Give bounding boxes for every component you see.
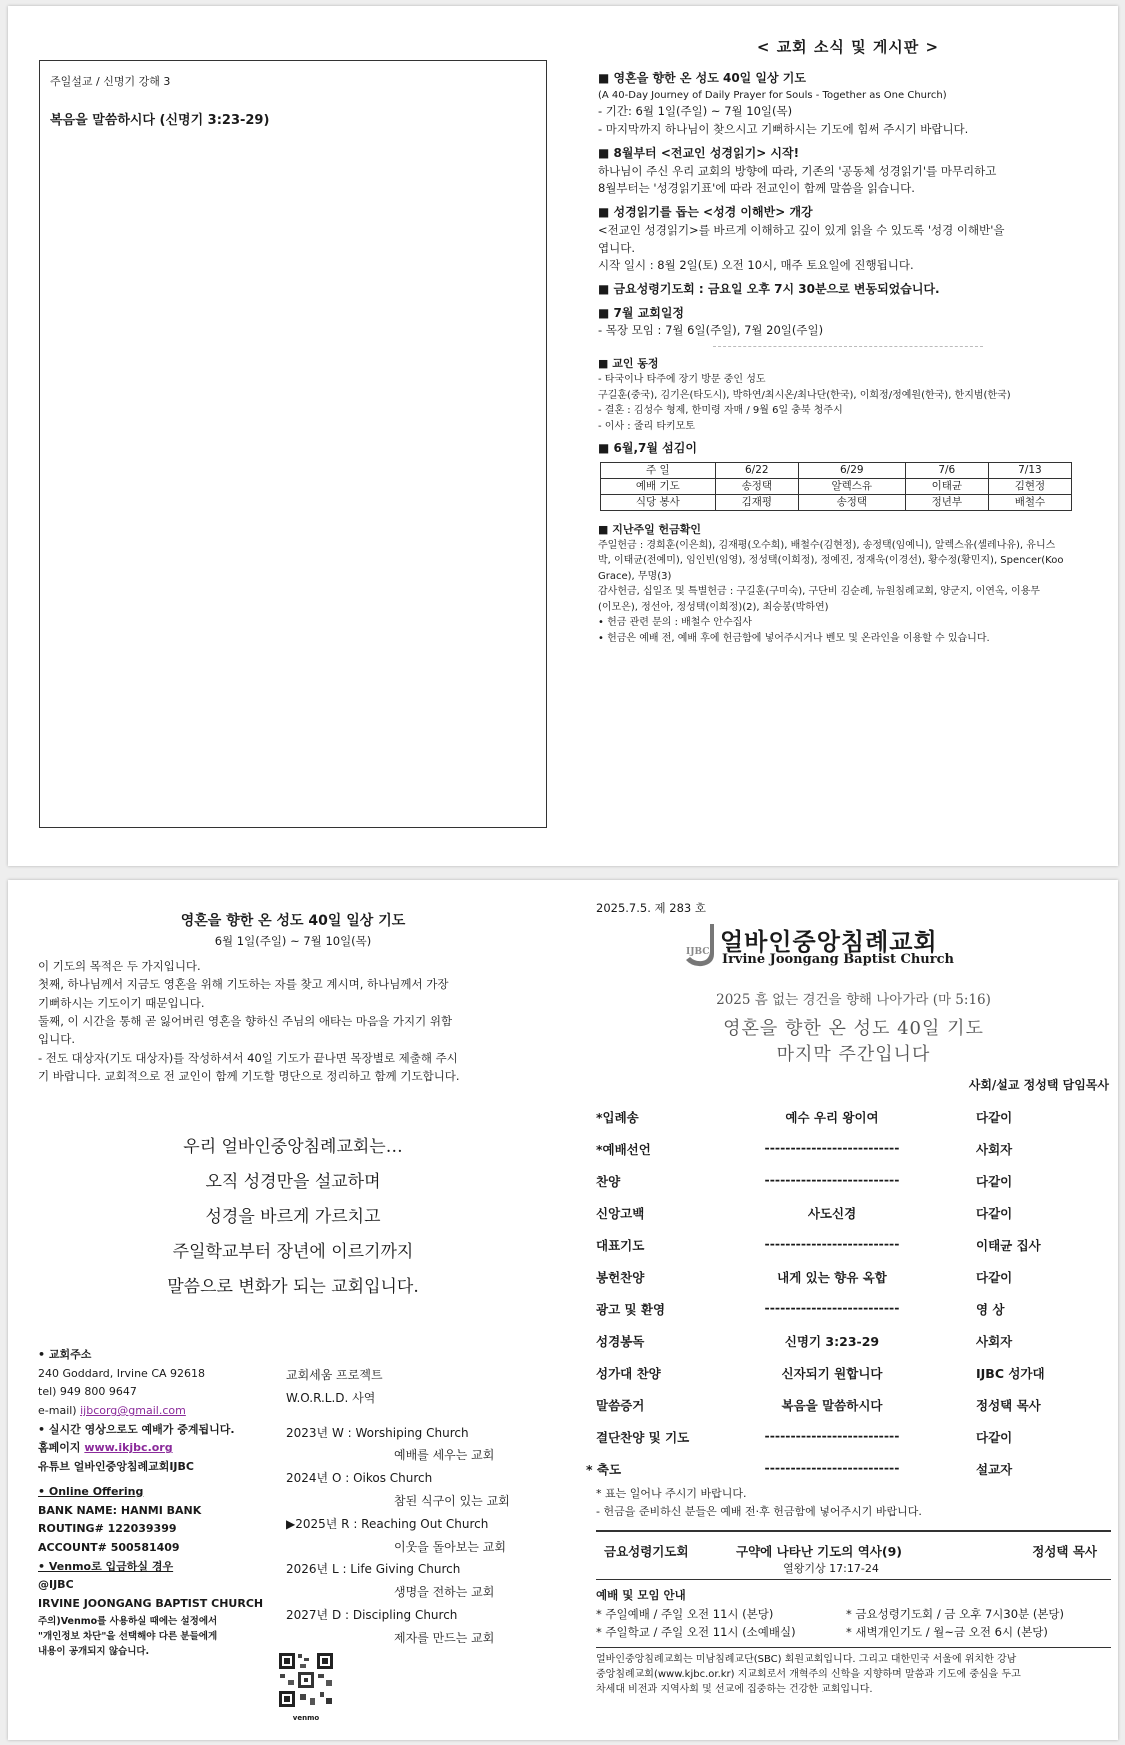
prayer-line: - 전도 대상자(기도 대상자)를 작성하셔서 40일 기도가 끝나면 목장별로 제출해 주시 <box>38 1050 458 1065</box>
worship-leader: 영 상 <box>976 1302 1005 1317</box>
worship-leader: IJBC 성가대 <box>976 1366 1045 1381</box>
prayer-line: 이 기도의 목적은 두 가지입니다. <box>38 958 201 973</box>
worship-leader: 이태균 집사 <box>976 1238 1041 1253</box>
table-cell: 식당 봉사 <box>601 494 716 510</box>
worship-content: 내게 있는 향유 옥합 <box>777 1270 887 1285</box>
worship-content: -------------------------- <box>764 1300 900 1315</box>
table-cell: 송정택 <box>798 494 905 510</box>
headline <box>596 1016 1111 1068</box>
worship-leader: 사회자 <box>976 1142 1013 1157</box>
venmo-note: 주의)Venmo를 사용하실 때에는 설정에서 <box>38 1615 218 1627</box>
offering-line: • 헌금 관련 문의 : 배철수 안수집사 <box>598 617 752 629</box>
vision-line: 주일학교부터 장년에 이르기까지 <box>172 1242 414 1262</box>
news-item-head: ■ 7월 교회일정 <box>598 305 685 320</box>
prayer-date: 6월 1일(주일) ~ 7월 10일(목) <box>214 934 372 949</box>
worship-item: 대표기도 <box>596 1238 645 1253</box>
order-of-worship <box>586 1099 1111 1483</box>
table-header-cell: 7/13 <box>988 462 1071 478</box>
friday-scripture: 열왕기상 17:17-24 <box>783 1562 879 1576</box>
news-line: (A 40-Day Journey of Daily Prayer for Souls - Together as One Church) <box>598 89 947 101</box>
worship-leader: 사회자 <box>976 1334 1013 1349</box>
qr-label: venmo <box>292 1714 320 1722</box>
meeting-guide <box>596 1586 1111 1641</box>
church-name-english: Irvine Joongang Baptist Church <box>722 952 954 967</box>
homepage-label: 홈페이지 <box>38 1441 81 1455</box>
routing-number: ROUTING# 122039399 <box>38 1522 177 1536</box>
venmo-id: @IJBC <box>38 1578 74 1592</box>
vision-line: 우리 얼바인중앙침례교회는… <box>183 1137 403 1157</box>
table-cell: 배철수 <box>988 494 1071 510</box>
yearly-theme: 2025 흠 없는 경건을 향해 나아가라 (마 5:16) <box>716 992 991 1008</box>
friday-preacher: 정성택 목사 <box>1032 1544 1097 1560</box>
bulletin-inner-page <box>8 6 1118 866</box>
venmo-note: "개인정보 차단"을 선택해야 다른 분들에게 <box>38 1630 218 1642</box>
address-head: • 교회주소 <box>38 1348 92 1361</box>
worship-leader: 다같이 <box>976 1270 1013 1285</box>
worship-content: -------------------------- <box>764 1460 900 1475</box>
world-year: 2023년 W : Worshiping Church <box>286 1425 469 1440</box>
church-logo <box>684 922 1111 970</box>
worship-item: 봉헌찬양 <box>596 1270 645 1285</box>
worship-item: *예배선언 <box>596 1142 651 1157</box>
prayer-section <box>38 910 548 1086</box>
serving-head: ■ 6월,7월 섬김이 <box>598 441 697 456</box>
sermon-notes-box <box>39 60 547 828</box>
worship-content: 신명기 3:23-29 <box>784 1334 880 1349</box>
friday-label: 금요성령기도회 <box>604 1544 689 1560</box>
church-name-korean: 얼바인중앙침례교회 <box>720 927 938 956</box>
vision-line: 성경을 바르게 가르치고 <box>205 1207 381 1227</box>
worship-item: 성가대 찬양 <box>596 1366 661 1381</box>
world-sub: 이웃을 돌아보는 교회 <box>394 1539 506 1554</box>
prayer-line: 둘째, 이 시간을 통해 곧 잃어버린 영혼을 향하신 주님의 애타는 마음을 가지기 위함 <box>38 1013 453 1028</box>
footer-line: 중앙침례교회(www.kjbc.or.kr) 지교회로서 개혁주의 신학을 지향하며 말씀과 기도에 중심을 두고 <box>596 1669 1021 1681</box>
prayer-line: 기 바랍니다. 교회적으로 전 교인이 함께 기도할 명단으로 정리하고 함께 기도합니다. <box>38 1069 460 1084</box>
world-year: 2026년 L : Life Giving Church <box>286 1562 461 1577</box>
email-label: e-mail) <box>38 1404 77 1418</box>
world-title: 교회세움 프로젝트 <box>286 1368 383 1382</box>
table-cell: 알렉스유 <box>798 478 905 494</box>
worship-row <box>596 1163 1111 1195</box>
table-cell: 김현정 <box>988 478 1071 494</box>
footer-line: 차세대 비전과 지역사회 및 선교에 집중하는 건강한 교회입니다. <box>596 1684 873 1696</box>
worship-row <box>596 1195 1111 1227</box>
world-year: 2027년 D : Discipling Church <box>286 1607 458 1622</box>
vision-line: 말씀으로 변화가 되는 교회입니다. <box>167 1277 419 1297</box>
serving-table <box>600 462 1072 511</box>
venmo-qr-code[interactable] <box>276 1650 336 1722</box>
worship-item: 광고 및 환영 <box>596 1302 666 1317</box>
officiant: 사회/설교 정성택 담임목사 <box>968 1078 1109 1092</box>
table-header-cell: 7/6 <box>905 462 988 478</box>
guide-item: * 주일예배 / 주일 오전 11시 (본당) <box>596 1606 774 1621</box>
news-line: - 마지막까지 하나님이 찾으시고 기뻐하시는 기도에 힘써 주시기 바랍니다. <box>598 122 969 137</box>
online-offering-head: • Online Offering <box>38 1484 144 1498</box>
worship-row <box>596 1355 1111 1387</box>
member-news-head: ■ 교인 동정 <box>598 357 659 371</box>
worship-item: 결단찬양 및 기도 <box>596 1430 690 1445</box>
table-row <box>601 494 1072 510</box>
youtube-channel: 유튜브 얼바인중앙침례교회IJBC <box>38 1460 194 1474</box>
table-cell: 이태균 <box>905 478 988 494</box>
table-header-cell: 주 일 <box>601 462 716 478</box>
world-sub: 예배를 세우는 교회 <box>394 1448 495 1463</box>
spacer <box>286 1410 556 1422</box>
worship-row <box>596 1131 1111 1163</box>
prayer-line: 첫째, 하나님께서 지금도 영혼을 위해 기도하는 자를 찾고 계시며, 하나님께서 가장 <box>38 977 449 992</box>
offering-line: 감사헌금, 십일조 및 특별헌금 : 구길훈(구미숙), 구단비 김순례, 뉴원침례교회, 양군지, 이연옥, 이용무 <box>598 586 1040 598</box>
serving-schedule <box>598 439 1098 511</box>
news-item-head: ■ 8월부터 <전교인 성경읽기> 시작! <box>598 145 800 160</box>
worship-content: -------------------------- <box>764 1140 900 1155</box>
worship-row <box>596 1323 1111 1355</box>
guide-grid <box>596 1605 1111 1642</box>
news-line: - 기간: 6월 1일(주일) ~ 7월 10일(목) <box>598 104 793 119</box>
news-title: < 교회 소식 및 게시판 > <box>756 38 940 56</box>
guide-item: * 금요성령기도회 / 금 오후 7시30분 (본당) <box>846 1606 1065 1621</box>
sermon-title: 복음을 말씀하시다 (신명기 3:23-29) <box>50 113 270 128</box>
offering-head: ■ 지난주일 헌금확인 <box>598 522 702 536</box>
friday-topic: 구약에 나타난 기도의 역사(9) <box>736 1544 903 1560</box>
account-number: ACCOUNT# 500581409 <box>38 1540 180 1554</box>
worship-item: * 축도 <box>586 1462 622 1477</box>
homepage-row <box>38 1439 268 1458</box>
venmo-note: 내용이 공개되지 않습니다. <box>38 1646 150 1657</box>
worship-notes <box>596 1485 1111 1520</box>
worship-leader: 설교자 <box>976 1462 1013 1477</box>
worship-content: -------------------------- <box>764 1172 900 1187</box>
table-cell: 예배 기도 <box>601 478 716 494</box>
prayer-line: 입니다. <box>38 1032 75 1047</box>
logo-mark-text: IJBC <box>686 947 710 957</box>
member-line: 구길훈(중국), 김기은(타도시), 박하연/최시온/최나단(한국), 이희정/정예원(한국), 한지범(한국) <box>598 389 1011 401</box>
worship-item: 말씀증거 <box>596 1398 645 1413</box>
venmo-name: IRVINE JOONGANG BAPTIST CHURCH <box>38 1596 264 1610</box>
world-sub: 제자를 만드는 교회 <box>394 1630 495 1645</box>
member-news <box>598 355 1098 434</box>
address: 240 Goddard, Irvine CA 92618 <box>38 1366 206 1380</box>
headline-line: 영혼을 향한 온 성도 40일 기도 <box>723 1018 984 1039</box>
world-sub: 참된 식구이 있는 교회 <box>394 1493 510 1508</box>
offering-line: (이모은), 정선아, 정성택(이희정)(2), 최승봉(박하연) <box>598 601 829 613</box>
table-header-cell: 6/29 <box>798 462 905 478</box>
worship-leader: 다같이 <box>976 1430 1013 1445</box>
news-item-head: ■ 영혼을 향한 온 성도 40일 일상 기도 <box>598 71 806 86</box>
church-vision <box>38 1130 548 1305</box>
news-item-head: ■ 금요성령기도회 : 금요일 오후 7시 30분으로 변동되었습니다. <box>598 282 940 297</box>
guide-item: * 주일학교 / 주일 오전 11시 (소예배실) <box>596 1624 796 1639</box>
worship-content: 예수 우리 왕이여 <box>785 1110 879 1125</box>
footer-line: 얼바인중앙침례교회는 미남침례교단(SBC) 회원교회입니다. 그리고 대한민국 서울에 위치한 강남 <box>596 1654 1017 1666</box>
issue-number: 2025.7.5. 제 283 호 <box>596 901 707 915</box>
worship-item: 성경봉독 <box>596 1334 645 1349</box>
world-project <box>286 1364 556 1650</box>
email-row <box>38 1402 268 1421</box>
bank-name: BANK NAME: HANMI BANK <box>38 1503 202 1517</box>
church-logo-icon <box>684 924 722 968</box>
live-stream-note: • 실시간 영상으로도 예배가 중계됩니다. <box>38 1422 235 1436</box>
worship-bulletin <box>586 900 1111 1697</box>
offering-line: Grace), 무명(3) <box>598 570 672 582</box>
sermon-series: 주일설교 / 신명기 강해 3 <box>50 75 171 88</box>
news-item <box>598 304 1098 340</box>
note-line: * 표는 일어나 주시기 바랍니다. <box>596 1487 747 1500</box>
worship-leader: 다같이 <box>976 1206 1013 1221</box>
venmo-head: • Venmo로 입금하실 경우 <box>38 1559 174 1573</box>
table-cell: 김재평 <box>715 494 798 510</box>
phone: tel) 949 800 9647 <box>38 1385 137 1399</box>
friday-prayer-meeting <box>596 1530 1111 1580</box>
world-sub: 생명을 전하는 교회 <box>394 1585 495 1600</box>
worship-row <box>596 1099 1111 1131</box>
church-news-board <box>598 36 1098 651</box>
church-description <box>596 1647 1111 1697</box>
church-info <box>38 1346 268 1659</box>
news-line: - 목장 모임 : 7월 6일(주일), 7월 20일(주일) <box>598 323 824 338</box>
bulletin-cover-page <box>8 880 1118 1740</box>
offering-line: 박, 이태균(전예미), 임인빈(임영), 정성택(이희정), 정예진, 정재욱(이경선), 황수정(황민지), Spencer(Koo <box>598 555 1064 567</box>
qr-icon <box>276 1650 336 1710</box>
prayer-line: 기뻐하시는 기도이기 때문입니다. <box>38 995 205 1010</box>
offering-line: 주일헌금 : 경희훈(이은희), 김재평(오수희), 배철수(김현정), 송정택(임예니), 알렉스유(셀레나유), 유니스 <box>598 539 1056 551</box>
divider <box>713 346 983 347</box>
news-item <box>598 144 1098 198</box>
news-line: <전교인 성경읽기>를 바르게 이해하고 깊이 있게 읽을 수 있도록 '성경 이해반'을 <box>598 222 1005 237</box>
table-row <box>601 462 1072 478</box>
worship-row <box>596 1419 1111 1451</box>
worship-content: -------------------------- <box>764 1428 900 1443</box>
offering-line: • 헌금은 예배 전, 예배 후에 헌금함에 넣어주시거나 벤모 및 온라인을 이용할 수 있습니다. <box>598 632 990 644</box>
worship-content: 사도신경 <box>807 1206 857 1221</box>
table-header-cell: 6/22 <box>715 462 798 478</box>
offering-confirmation <box>598 521 1098 647</box>
news-item <box>598 280 1098 299</box>
news-item-head: ■ 성경읽기를 돕는 <성경 이해반> 개강 <box>598 205 813 220</box>
worship-row <box>596 1227 1111 1259</box>
worship-row <box>586 1451 1111 1483</box>
email-link[interactable]: ijbcorg@gmail.com <box>80 1404 186 1418</box>
world-year: 2024년 O : Oikos Church <box>286 1471 433 1486</box>
news-line: 8월부터는 '성경읽기표'에 따라 전교인이 함께 말씀을 읽습니다. <box>598 181 915 196</box>
worship-row <box>596 1387 1111 1419</box>
headline-line: 마지막 주간입니다 <box>776 1044 931 1065</box>
homepage-link[interactable]: www.ikjbc.org <box>84 1441 173 1455</box>
vision-line: 오직 성경만을 설교하며 <box>205 1172 381 1192</box>
news-item <box>598 203 1098 275</box>
guide-title: 예배 및 모임 안내 <box>596 1588 686 1603</box>
worship-leader: 다같이 <box>976 1174 1013 1189</box>
worship-content: -------------------------- <box>764 1236 900 1251</box>
worship-item: *입례송 <box>596 1110 639 1125</box>
table-cell: 송정택 <box>715 478 798 494</box>
worship-leader: 정성택 목사 <box>976 1398 1041 1413</box>
news-line: 하나님이 주신 우리 교회의 방향에 따라, 기존의 '공동체 성경읽기'를 마무리하고 <box>598 163 997 178</box>
member-line: - 결혼 : 김성수 형제, 한미령 자매 / 9월 6일 충북 청주시 <box>598 405 843 417</box>
worship-item: 신앙고백 <box>596 1206 645 1221</box>
worship-row <box>596 1291 1111 1323</box>
worship-row <box>596 1259 1111 1291</box>
worship-leader: 다같이 <box>976 1110 1013 1125</box>
worship-content: 복음을 말씀하시다 <box>781 1398 883 1413</box>
worship-content: 신자되기 원합니다 <box>781 1366 883 1381</box>
worship-item: 찬양 <box>596 1174 621 1189</box>
news-item <box>598 69 1098 139</box>
table-cell: 정년부 <box>905 494 988 510</box>
news-line: 엽니다. <box>598 240 635 255</box>
world-subtitle: W.O.R.L.D. 사역 <box>286 1390 376 1405</box>
news-line: 시작 일시 : 8월 2일(토) 오전 10시, 매주 토요일에 진행됩니다. <box>598 258 914 273</box>
world-year: ▶2025년 R : Reaching Out Church <box>286 1516 489 1531</box>
guide-item: * 새벽개인기도 / 월~금 오전 6시 (본당) <box>846 1624 1048 1639</box>
prayer-title: 영혼을 향한 온 성도 40일 일상 기도 <box>180 913 406 929</box>
member-line: - 이사 : 줄리 타키모토 <box>598 420 695 432</box>
member-line: - 타국이나 타주에 장기 방문 중인 성도 <box>598 374 766 386</box>
table-row <box>601 478 1072 494</box>
note-line: - 헌금을 준비하신 분들은 예배 전·후 헌금함에 넣어주시기 바랍니다. <box>596 1504 922 1518</box>
